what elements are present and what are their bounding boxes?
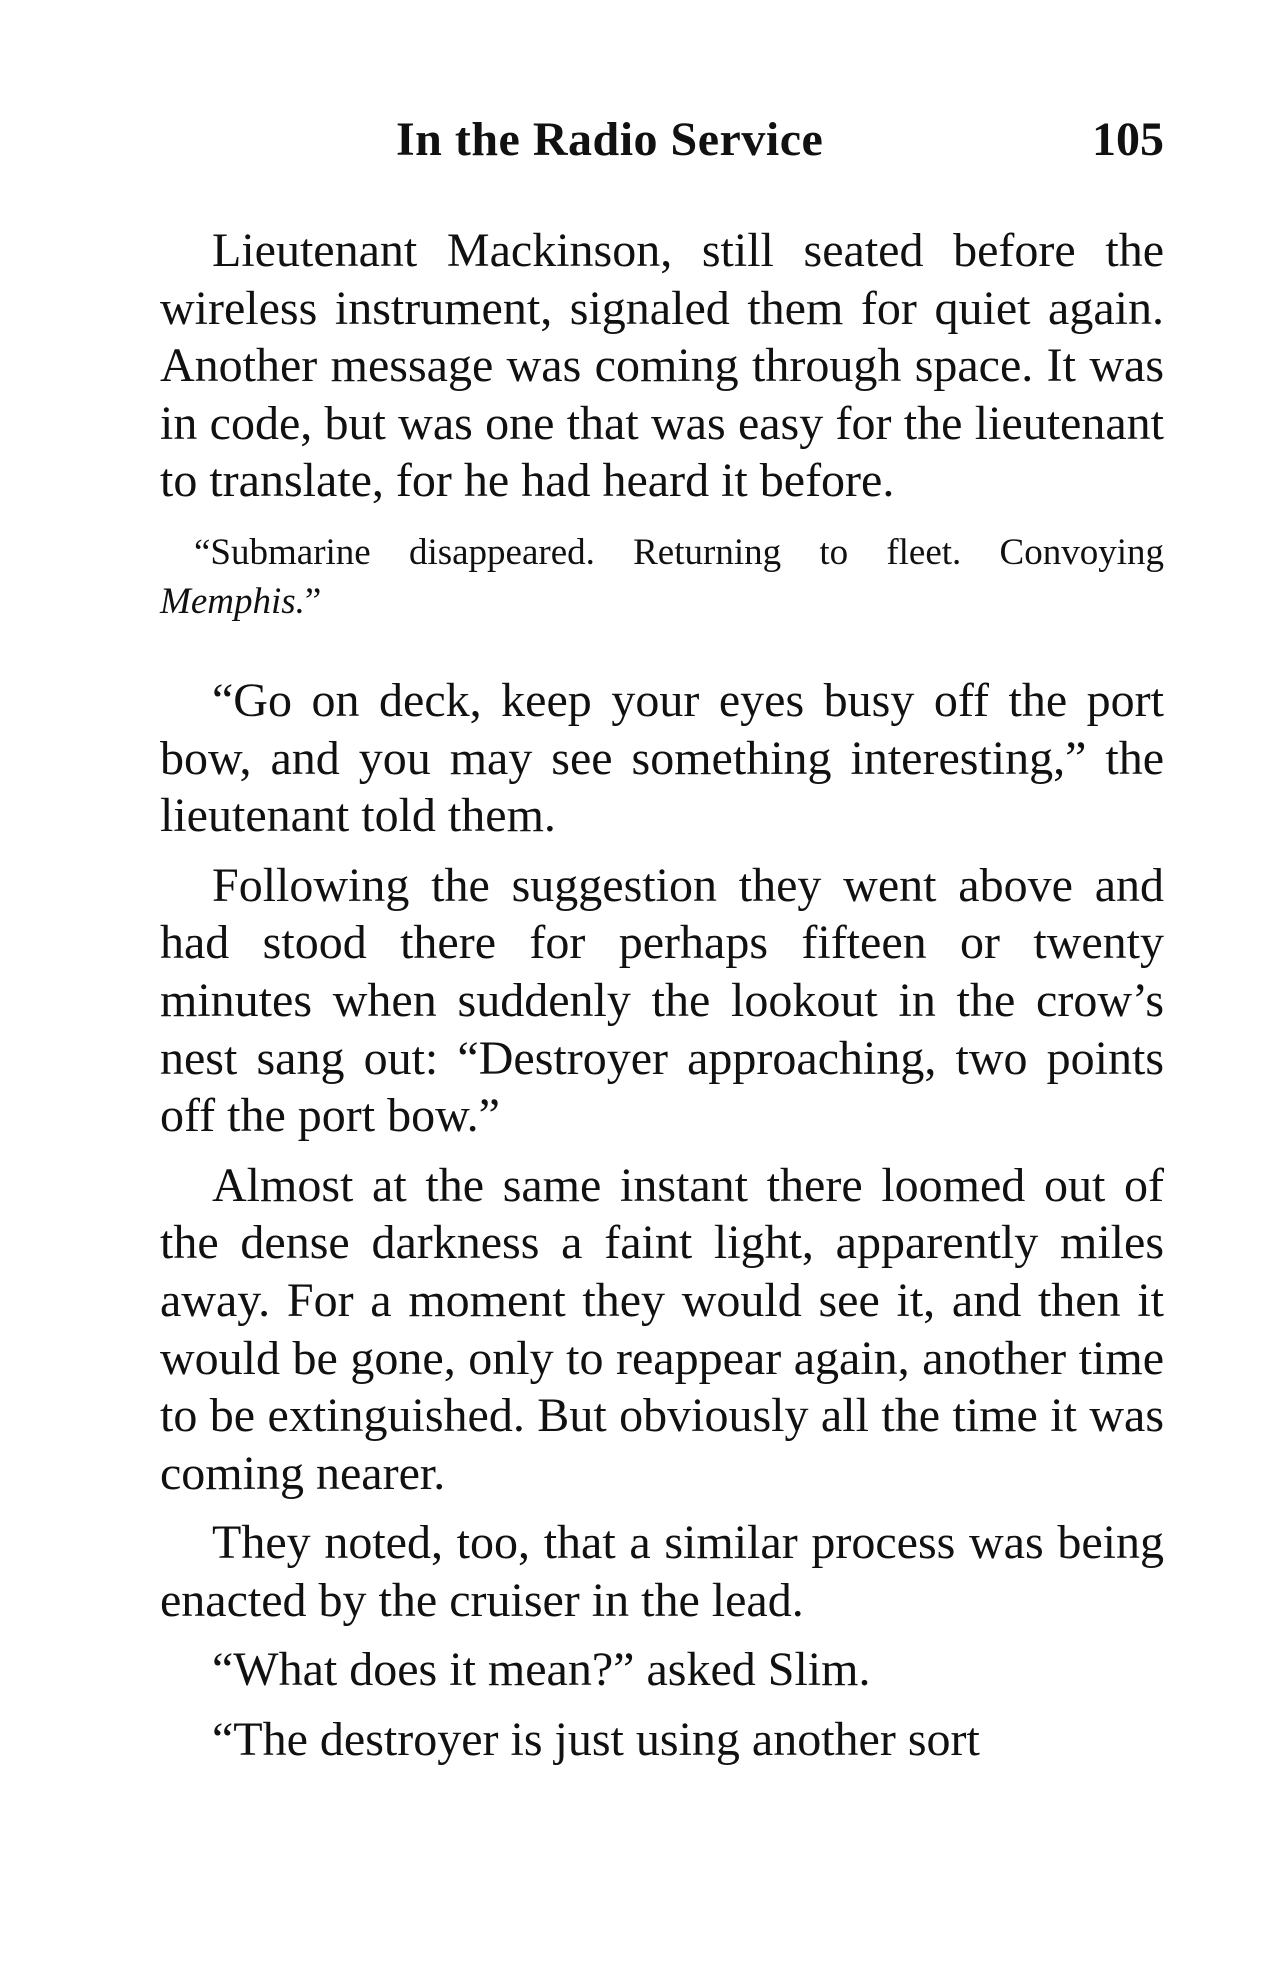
paragraph-3: Following the suggestion they went above and had stood there for perhaps fifteen or twenty minutes when suddenly the lookout in the crow’s nest sang out: “Destroyer approaching, two points off the port bow.” bbox=[160, 858, 1164, 1143]
quote-text: “Submarine disappeared. Returning to fleet. Convoying bbox=[194, 531, 1164, 573]
paragraph-1: Lieutenant Mackinson, still seated before the wireless instrument, signaled them for quiet again. Another message was coming through space. It was in code, but was one that was easy for the lieutenant to translate, for he had heard it before. bbox=[160, 224, 1164, 508]
paragraph-6: “What does it mean?” asked Slim. bbox=[212, 1643, 871, 1697]
running-title: In the Radio Service bbox=[396, 113, 824, 166]
radio-message-quote bbox=[160, 528, 1164, 626]
paragraph-5: They noted, too, that a similar process was being enacted by the cruiser in the lead. bbox=[160, 1516, 1164, 1627]
paragraph-2: “Go on deck, keep your eyes busy off the port bow, and you may see something interesting,” the lieutenant told them. bbox=[160, 673, 1164, 843]
quote-close: ” bbox=[304, 580, 322, 622]
page-number: 105 bbox=[1092, 113, 1164, 166]
page-header bbox=[160, 112, 1164, 172]
paragraph-4: Almost at the same instant there loomed out of the dense darkness a faint light, apparently miles away. For a moment they would see it, and then it would be gone, only to reappear again, another time to be extinguished. But obviously all the time it was coming nearer. bbox=[160, 1158, 1164, 1500]
body-text bbox=[160, 222, 1164, 1769]
quote-ship-name: Memphis. bbox=[160, 580, 305, 622]
paragraph-7: “The destroyer is just using another sort bbox=[212, 1713, 980, 1767]
